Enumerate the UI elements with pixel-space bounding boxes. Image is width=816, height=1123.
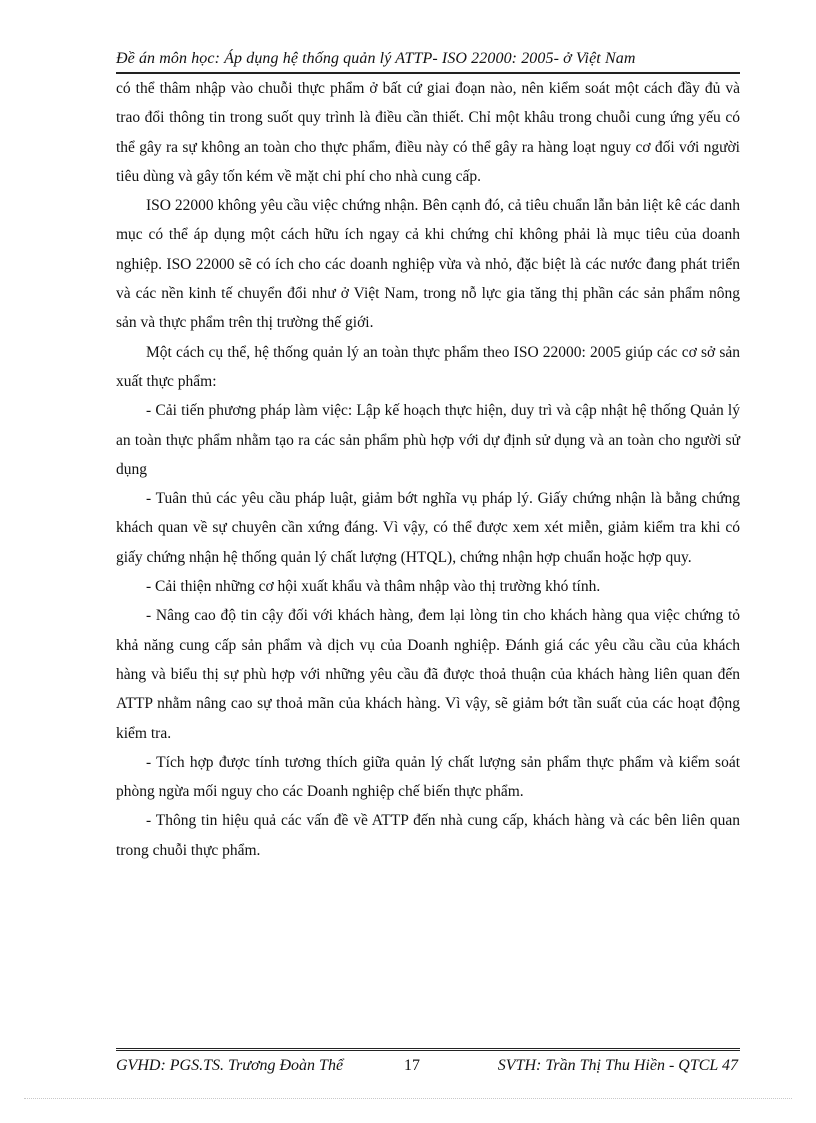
header-title: Đề án môn học: Áp dụng hệ thống quản lý ATTP- ISO 22000: 2005- ở Việt Nam [116, 50, 636, 67]
page-footer [116, 1048, 740, 1083]
paragraph-continuation: có thể thâm nhập vào chuỗi thực phẩm ở bất cứ giai đoạn nào, nên kiểm soát một cách đầy đủ và trao đổi thông tin trong suốt quy trình là điều cần thiết. Chỉ một khâu trong chuỗi cung ứng yếu có thể gây ra sự không an toàn cho thực phẩm, điều này có thể gây ra hàng loạt nguy cơ đối với người tiêu dùng và gây tốn kém về mặt chi phí cho nhà cung cấp. [116, 80, 740, 185]
page-body [116, 74, 740, 865]
list-item-legal-compliance: - Tuân thủ các yêu cầu pháp luật, giảm bớt nghĩa vụ pháp lý. Giấy chứng nhận là bằng chứng khách quan về sự chuyên cần xứng đáng. Vì vậy, có thể được xem xét miễn, giảm kiểm tra khi có giấy chứng nhận hệ thống quản lý chất lượng (HTQL), chứng nhận hợp chuẩn hoặc hợp quy. [116, 490, 740, 566]
list-item-export-opportunities: - Cải thiện những cơ hội xuất khẩu và thâm nhập vào thị trường khó tính. [146, 578, 601, 596]
paragraph-iso-certification: ISO 22000 không yêu cầu việc chứng nhận. Bên cạnh đó, cả tiêu chuẩn lẫn bản liệt kê các danh mục có thể áp dụng một cách hữu ích ngay cả khi chứng chỉ không phải là mục tiêu của doanh nghiệp. ISO 22000 sẽ có ích cho các doanh nghiệp vừa và nhỏ, đặc biệt là các nước đang phát triển và các nền kinh tế chuyển đổi như ở Việt Nam, trong nỗ lực gia tăng thị phần các sản phẩm nông sản và thực phẩm trên thị trường thế giới. [116, 197, 740, 332]
list-item-improve-methods: - Cải tiến phương pháp làm việc: Lập kế hoạch thực hiện, duy trì và cập nhật hệ thống Quản lý an toàn thực phẩm nhằm tạo ra các sản phẩm phù hợp với dự định sử dụng và an toàn cho người sử dụng [116, 402, 740, 478]
list-item-integration: - Tích hợp được tính tương thích giữa quản lý chất lượng sản phẩm thực phẩm và kiểm soát phòng ngừa mối nguy cho các Doanh nghiệp chế biến thực phẩm. [116, 753, 740, 801]
footer-student: SVTH: Trần Thị Thu Hiền - QTCL 47 [497, 1057, 738, 1074]
list-item-customer-trust: - Nâng cao độ tin cậy đối với khách hàng, đem lại lòng tin cho khách hàng qua việc chứng tỏ khả năng cung cấp sản phẩm và dịch vụ của Doanh nghiệp. Đánh giá các yêu cầu cầu của khách hàng và biểu thị sự phù hợp với những yêu cầu đã được thoả thuận của khách hàng liên quan đến ATTP nhằm nâng cao sự thoả mãn của khách hàng. Vì vậy, sẽ giảm bớt tần suất của các hoạt động kiểm tra. [116, 607, 740, 742]
page-bottom-divider [24, 1098, 792, 1099]
footer-page-number: 17 [404, 1057, 420, 1074]
page-header [116, 46, 740, 74]
list-item-communication: - Thông tin hiệu quả các vấn đề về ATTP đến nhà cung cấp, khách hàng và các bên liên quan trong chuỗi thực phẩm. [116, 812, 740, 859]
footer-supervisor: GVHD: PGS.TS. Trương Đoàn Thể [116, 1057, 344, 1074]
paragraph-benefits-intro: Một cách cụ thể, hệ thống quản lý an toàn thực phẩm theo ISO 22000: 2005 giúp các cơ sở sản xuất thực phẩm: [116, 343, 740, 390]
